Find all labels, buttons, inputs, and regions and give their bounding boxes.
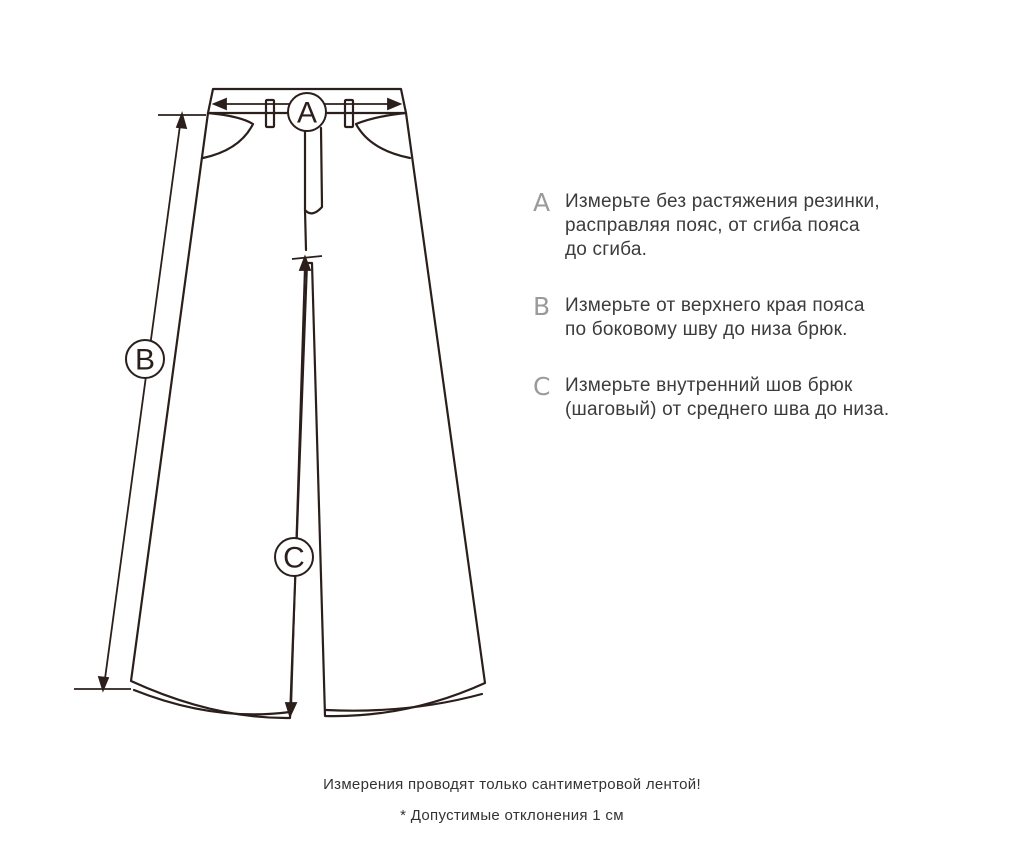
pocket-left xyxy=(203,113,253,158)
arrow-a-right xyxy=(388,99,400,109)
label-c: C xyxy=(283,541,305,575)
instruction-c xyxy=(533,374,1003,422)
instruction-b-letter: B xyxy=(533,292,551,321)
measuring-tape-note: Измерения проводят только сантиметровой лентой! xyxy=(323,776,701,793)
instruction-a-letter: A xyxy=(533,188,551,217)
hem-right xyxy=(326,694,482,711)
label-a: A xyxy=(296,96,318,130)
measure-line-c xyxy=(291,262,305,712)
arrow-b-top xyxy=(177,114,186,128)
tolerance-note: * Допустимые отклонения 1 см xyxy=(400,807,624,824)
instructions-panel xyxy=(533,190,1003,454)
instruction-c-letter: C xyxy=(533,372,551,401)
instruction-a-text: Измерьте без растяжения резинки, расправляя пояс, от сгиба пояса до сгиба. xyxy=(565,191,880,260)
arrow-b-bottom xyxy=(99,677,108,690)
instruction-b-text: Измерьте от верхнего края пояса по боковому шву до низа брюк. xyxy=(565,295,865,340)
instruction-c-text: Измерьте внутренний шов брюк (шаговый) от среднего шва до низа. xyxy=(565,375,890,420)
pocket-right xyxy=(356,113,410,158)
pants-outline xyxy=(131,113,485,718)
instruction-a xyxy=(533,190,1003,262)
crotch-seam xyxy=(305,210,306,250)
arrow-c-bottom xyxy=(286,703,296,716)
guide-c-top xyxy=(292,256,322,259)
hem-left xyxy=(134,690,290,714)
instruction-b xyxy=(533,294,1003,342)
label-b: B xyxy=(134,343,156,377)
arrow-a-left xyxy=(214,99,226,109)
